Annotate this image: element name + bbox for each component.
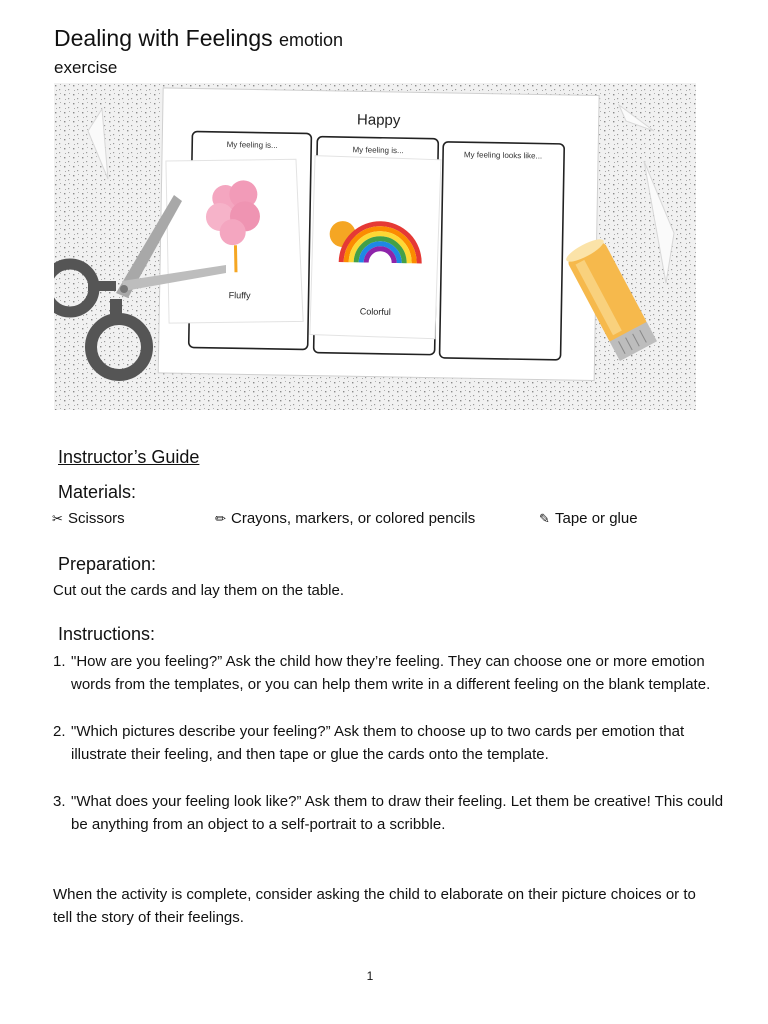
step-text: "How are you feeling?” Ask the child how they’re feeling. They can choose one or more emotion words from the templates, or you can help them write in a different feeling on the blank template. [71, 653, 711, 693]
eraser-icon: ✎ [539, 511, 550, 526]
column-label: My feeling is... [226, 140, 278, 150]
list-item [53, 790, 733, 836]
step-text: "Which pictures describe your feeling?” Ask them to choose up to two cards per emotion that illustrate their feeling, and then tape or glue the cards onto the template. [71, 723, 685, 763]
materials-heading: Materials: [58, 482, 137, 502]
closing-text: When the activity is complete, consider asking the child to elaborate on their picture choices or to tell the story of their feelings. [53, 886, 696, 926]
card-label-fluffy: Fluffy [228, 290, 251, 301]
instructions-heading: Instructions: [58, 624, 156, 644]
preparation-heading: Preparation: [58, 554, 157, 574]
step-number: 1. [53, 653, 66, 670]
step-number: 2. [53, 723, 66, 740]
guide-heading: Instructor’s Guide [58, 447, 200, 467]
scissors-icon: ✂ [52, 511, 63, 526]
activity-illustration [54, 83, 696, 410]
step-number: 3. [53, 793, 66, 810]
column-label: My feeling looks like... [463, 150, 543, 161]
preparation-text: Cut out the cards and lay them on the table. [53, 582, 345, 599]
template-sheet [158, 88, 599, 381]
material-label: Crayons, markers, or colored pencils [231, 510, 476, 527]
title-text: Dealing with Feelings [54, 25, 273, 51]
material-label: Tape or glue [555, 510, 638, 527]
illustration-svg [54, 83, 696, 410]
list-item [53, 650, 733, 696]
material-label: Scissors [68, 510, 125, 527]
sheet-title: Happy [356, 111, 401, 130]
page-number: 1 [366, 969, 374, 983]
pencil-icon: ✏ [215, 511, 226, 526]
step-text: "What does your feeling look like?” Ask them to draw their feeling. Let them be creative! This could be anything from an object to a self-portrait to a scribble. [71, 793, 724, 833]
instructions-list [53, 650, 733, 860]
material-item [215, 508, 475, 530]
page-subtitle: exercise [54, 58, 118, 77]
card-label-colorful: Colorful [359, 306, 391, 317]
title-suffix: emotion [279, 30, 344, 50]
page-title [54, 22, 343, 56]
material-item [52, 508, 125, 530]
column-label: My feeling is... [352, 145, 404, 156]
material-item [539, 508, 638, 530]
list-item [53, 720, 733, 766]
